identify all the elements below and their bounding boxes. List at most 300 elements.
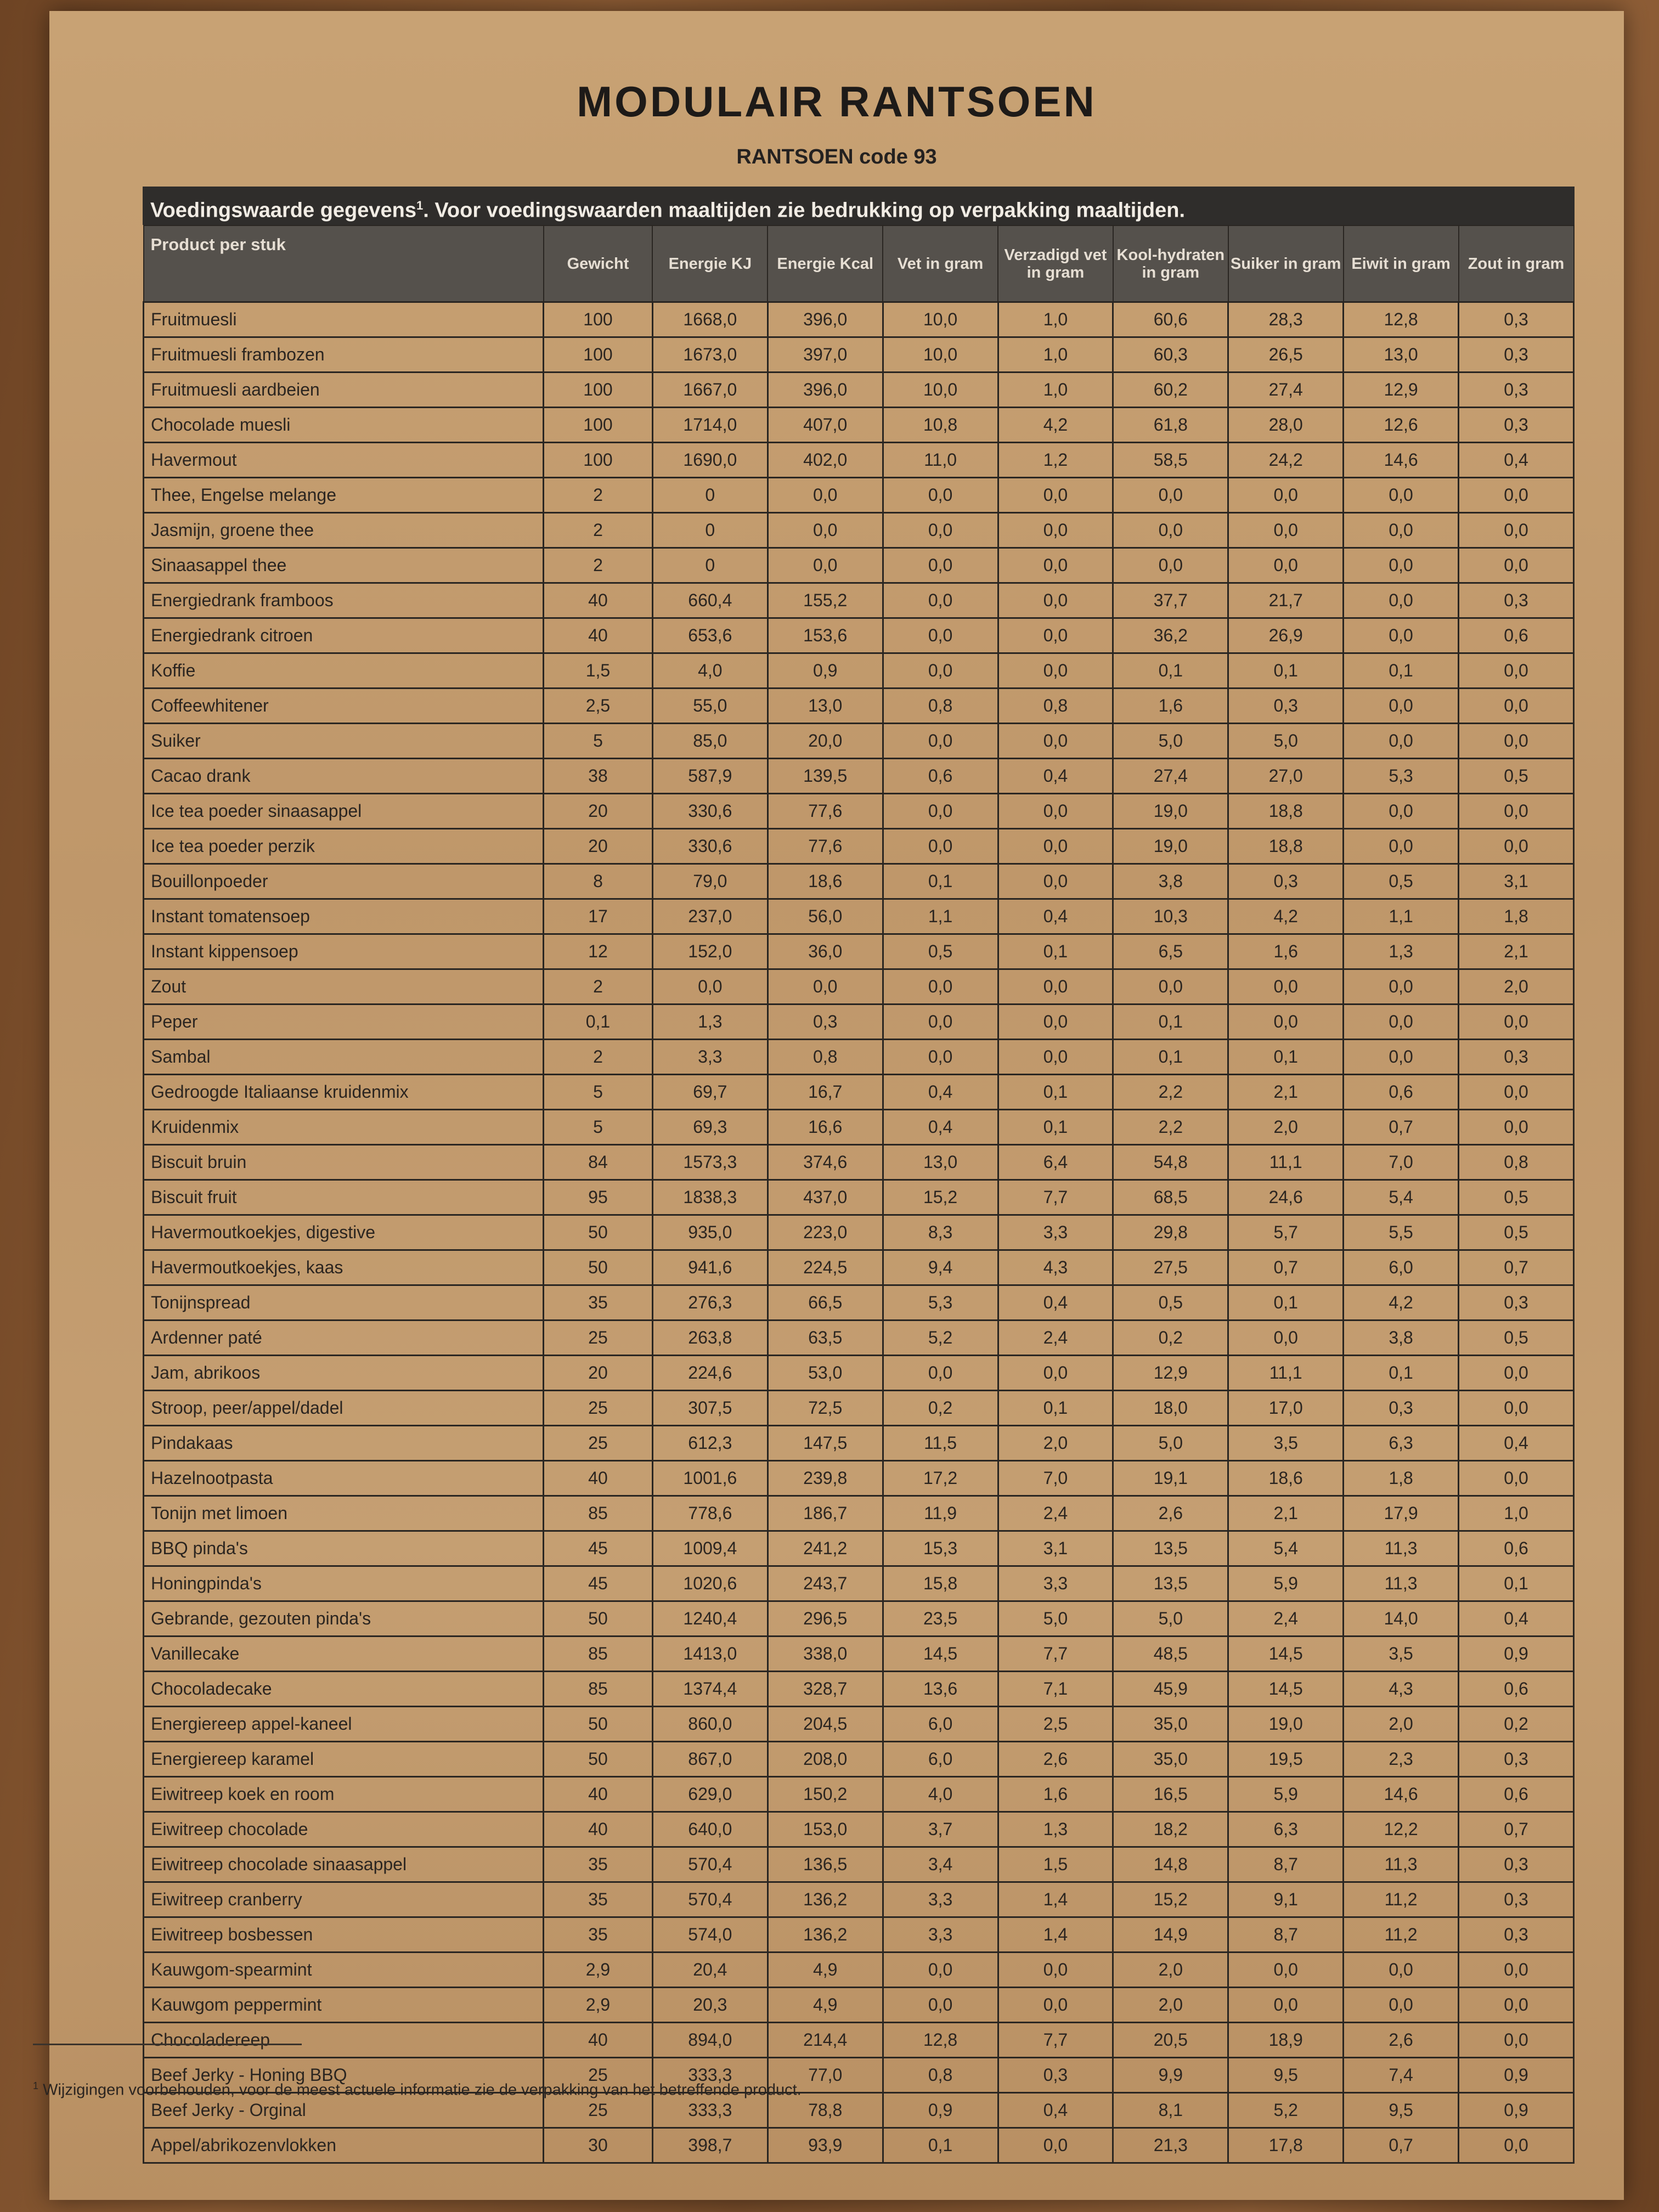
cell-salt: 0,6 [1459, 618, 1574, 653]
cell-fat: 10,8 [883, 408, 998, 443]
cell-saturated-fat: 0,0 [998, 1005, 1113, 1040]
cell-energy-kcal: 155,2 [768, 583, 883, 618]
cell-weight: 85 [544, 1672, 653, 1707]
cell-energy-kj: 1374,4 [652, 1672, 768, 1707]
cell-carbohydrates: 13,5 [1113, 1531, 1228, 1566]
cell-fat: 15,8 [883, 1566, 998, 1601]
cell-saturated-fat: 0,1 [998, 1075, 1113, 1110]
cell-sugar: 5,9 [1228, 1566, 1344, 1601]
cell-saturated-fat: 4,3 [998, 1250, 1113, 1285]
cell-salt: 0,3 [1459, 408, 1574, 443]
cell-sugar: 0,0 [1228, 513, 1344, 548]
cell-energy-kcal: 56,0 [768, 899, 883, 934]
cell-product-name: Kruidenmix [144, 1110, 544, 1145]
cell-sugar: 28,3 [1228, 302, 1344, 337]
cell-protein: 12,8 [1344, 302, 1459, 337]
cell-product-name: Vanillecake [144, 1637, 544, 1672]
cell-energy-kcal: 186,7 [768, 1496, 883, 1531]
cell-carbohydrates: 16,5 [1113, 1777, 1228, 1812]
cell-energy-kj: 307,5 [652, 1391, 768, 1426]
cell-fat: 17,2 [883, 1461, 998, 1496]
cell-weight: 2 [544, 1040, 653, 1075]
cell-product-name: Fruitmuesli [144, 302, 544, 337]
cell-sugar: 2,1 [1228, 1075, 1344, 1110]
cell-carbohydrates: 0,1 [1113, 653, 1228, 689]
table-row [144, 1917, 1574, 1953]
col-header-weight: Gewicht [544, 225, 653, 302]
cell-salt: 0,3 [1459, 337, 1574, 373]
cell-carbohydrates: 9,9 [1113, 2058, 1228, 2093]
cell-energy-kcal: 20,0 [768, 724, 883, 759]
cell-carbohydrates: 5,0 [1113, 724, 1228, 759]
cell-weight: 1,5 [544, 653, 653, 689]
cell-saturated-fat: 2,0 [998, 1426, 1113, 1461]
cell-salt: 0,5 [1459, 1215, 1574, 1250]
cell-sugar: 1,6 [1228, 934, 1344, 969]
cell-carbohydrates: 15,2 [1113, 1882, 1228, 1917]
cell-fat: 0,0 [883, 794, 998, 829]
cell-sugar: 28,0 [1228, 408, 1344, 443]
cell-salt: 0,6 [1459, 1672, 1574, 1707]
cell-energy-kj: 4,0 [652, 653, 768, 689]
cell-salt: 0,0 [1459, 1356, 1574, 1391]
cell-energy-kj: 79,0 [652, 864, 768, 899]
cell-saturated-fat: 0,0 [998, 829, 1113, 864]
cell-protein: 0,0 [1344, 1040, 1459, 1075]
cell-protein: 11,2 [1344, 1882, 1459, 1917]
cell-saturated-fat: 7,7 [998, 2023, 1113, 2058]
cell-salt: 3,1 [1459, 864, 1574, 899]
cell-carbohydrates: 0,2 [1113, 1321, 1228, 1356]
cell-salt: 0,5 [1459, 1180, 1574, 1215]
cell-product-name: Fruitmuesli aardbeien [144, 373, 544, 408]
cell-product-name: Cacao drank [144, 759, 544, 794]
cell-product-name: Gebrande, gezouten pinda's [144, 1601, 544, 1637]
col-header-saturated-fat: Verzadigd vet in gram [998, 225, 1113, 302]
cell-sugar: 0,1 [1228, 1040, 1344, 1075]
cell-weight: 25 [544, 2093, 653, 2128]
cell-weight: 40 [544, 1777, 653, 1812]
cell-weight: 5 [544, 724, 653, 759]
cell-salt: 0,5 [1459, 1321, 1574, 1356]
cell-carbohydrates: 2,6 [1113, 1496, 1228, 1531]
cell-weight: 2,5 [544, 689, 653, 724]
cell-weight: 5 [544, 1075, 653, 1110]
cell-salt: 0,5 [1459, 759, 1574, 794]
cell-carbohydrates: 2,2 [1113, 1110, 1228, 1145]
cell-energy-kcal: 396,0 [768, 302, 883, 337]
cell-product-name: Tonijn met limoen [144, 1496, 544, 1531]
cell-energy-kj: 1667,0 [652, 373, 768, 408]
cell-weight: 25 [544, 1426, 653, 1461]
cell-salt: 0,9 [1459, 2093, 1574, 2128]
table-row [144, 864, 1574, 899]
cell-saturated-fat: 1,0 [998, 337, 1113, 373]
cell-weight: 35 [544, 1285, 653, 1321]
cell-energy-kj: 1240,4 [652, 1601, 768, 1637]
table-row [144, 1110, 1574, 1145]
col-header-sugar: Suiker in gram [1228, 225, 1344, 302]
cell-weight: 2,9 [544, 1988, 653, 2023]
cell-carbohydrates: 0,1 [1113, 1005, 1228, 1040]
cell-energy-kcal: 150,2 [768, 1777, 883, 1812]
cell-fat: 0,8 [883, 689, 998, 724]
cell-salt: 0,0 [1459, 2128, 1574, 2163]
cell-weight: 100 [544, 373, 653, 408]
cell-protein: 13,0 [1344, 337, 1459, 373]
cell-protein: 0,1 [1344, 653, 1459, 689]
table-row [144, 759, 1574, 794]
cell-carbohydrates: 0,0 [1113, 548, 1228, 583]
cell-energy-kcal: 16,7 [768, 1075, 883, 1110]
cell-sugar: 24,2 [1228, 443, 1344, 478]
cell-salt: 0,0 [1459, 1988, 1574, 2023]
cell-sugar: 14,5 [1228, 1672, 1344, 1707]
cell-protein: 4,3 [1344, 1672, 1459, 1707]
cell-saturated-fat: 4,2 [998, 408, 1113, 443]
table-row [144, 583, 1574, 618]
table-row [144, 1391, 1574, 1426]
cell-protein: 0,0 [1344, 1005, 1459, 1040]
cell-salt: 0,3 [1459, 1742, 1574, 1777]
cell-energy-kcal: 72,5 [768, 1391, 883, 1426]
cell-salt: 0,0 [1459, 1110, 1574, 1145]
cell-product-name: Beef Jerky - Honing BBQ [144, 2058, 544, 2093]
cell-product-name: Koffie [144, 653, 544, 689]
cell-saturated-fat: 0,0 [998, 618, 1113, 653]
cell-weight: 85 [544, 1637, 653, 1672]
cell-energy-kcal: 66,5 [768, 1285, 883, 1321]
cell-salt: 0,7 [1459, 1812, 1574, 1847]
cell-carbohydrates: 60,6 [1113, 302, 1228, 337]
cell-energy-kj: 653,6 [652, 618, 768, 653]
cell-weight: 95 [544, 1180, 653, 1215]
cell-protein: 12,2 [1344, 1812, 1459, 1847]
cell-energy-kj: 20,3 [652, 1988, 768, 2023]
cell-energy-kj: 224,6 [652, 1356, 768, 1391]
cell-product-name: Havermoutkoekjes, kaas [144, 1250, 544, 1285]
cell-sugar: 0,0 [1228, 478, 1344, 513]
cell-energy-kcal: 223,0 [768, 1215, 883, 1250]
cell-saturated-fat: 1,0 [998, 373, 1113, 408]
cell-carbohydrates: 0,1 [1113, 1040, 1228, 1075]
banner-note: . Voor voedingswaarden maaltijden zie bedrukking op verpakking maaltijden. [423, 199, 1186, 222]
cell-weight: 0,1 [544, 1005, 653, 1040]
cell-fat: 1,1 [883, 899, 998, 934]
table-row [144, 1953, 1574, 1988]
cell-salt: 0,0 [1459, 829, 1574, 864]
cell-sugar: 0,0 [1228, 969, 1344, 1005]
cell-energy-kj: 0 [652, 478, 768, 513]
table-row [144, 443, 1574, 478]
cell-weight: 8 [544, 864, 653, 899]
cell-product-name: Biscuit fruit [144, 1180, 544, 1215]
cell-protein: 6,3 [1344, 1426, 1459, 1461]
cell-saturated-fat: 0,3 [998, 2058, 1113, 2093]
cell-fat: 14,5 [883, 1637, 998, 1672]
cell-protein: 11,3 [1344, 1531, 1459, 1566]
cell-salt: 0,0 [1459, 653, 1574, 689]
cell-fat: 0,9 [883, 2093, 998, 2128]
cell-protein: 3,8 [1344, 1321, 1459, 1356]
cell-fat: 13,6 [883, 1672, 998, 1707]
cell-product-name: Hazelnootpasta [144, 1461, 544, 1496]
cell-energy-kcal: 0,0 [768, 548, 883, 583]
cell-energy-kcal: 328,7 [768, 1672, 883, 1707]
cell-salt: 2,0 [1459, 969, 1574, 1005]
table-row [144, 1882, 1574, 1917]
cell-carbohydrates: 27,4 [1113, 759, 1228, 794]
cell-carbohydrates: 0,0 [1113, 513, 1228, 548]
table-row [144, 689, 1574, 724]
table-row [144, 1215, 1574, 1250]
cell-carbohydrates: 3,8 [1113, 864, 1228, 899]
cell-energy-kcal: 374,6 [768, 1145, 883, 1180]
cell-sugar: 27,4 [1228, 373, 1344, 408]
cell-protein: 0,0 [1344, 724, 1459, 759]
cell-weight: 100 [544, 443, 653, 478]
cell-protein: 2,0 [1344, 1707, 1459, 1742]
ration-code: RANTSOEN code 93 [736, 145, 937, 168]
cell-fat: 10,0 [883, 337, 998, 373]
cell-sugar: 17,8 [1228, 2128, 1344, 2163]
cell-fat: 0,0 [883, 1988, 998, 2023]
cell-salt: 1,8 [1459, 899, 1574, 934]
cell-energy-kcal: 136,2 [768, 1882, 883, 1917]
cell-protein: 12,9 [1344, 373, 1459, 408]
cell-saturated-fat: 0,0 [998, 864, 1113, 899]
cell-saturated-fat: 1,4 [998, 1882, 1113, 1917]
cell-weight: 5 [544, 1110, 653, 1145]
cell-product-name: Havermout [144, 443, 544, 478]
cell-saturated-fat: 3,1 [998, 1531, 1113, 1566]
cell-product-name: Eiwitreep cranberry [144, 1882, 544, 1917]
cell-salt: 0,6 [1459, 1531, 1574, 1566]
cell-weight: 45 [544, 1531, 653, 1566]
cell-product-name: Eiwitreep chocolade [144, 1812, 544, 1847]
table-row [144, 1988, 1574, 2023]
cell-energy-kj: 894,0 [652, 2023, 768, 2058]
cell-carbohydrates: 8,1 [1113, 2093, 1228, 2128]
cell-fat: 3,3 [883, 1882, 998, 1917]
cell-energy-kcal: 153,6 [768, 618, 883, 653]
cell-carbohydrates: 61,8 [1113, 408, 1228, 443]
cell-salt: 0,4 [1459, 443, 1574, 478]
cell-energy-kj: 941,6 [652, 1250, 768, 1285]
cell-fat: 8,3 [883, 1215, 998, 1250]
cell-fat: 0,0 [883, 618, 998, 653]
cell-protein: 0,5 [1344, 864, 1459, 899]
cell-energy-kj: 333,3 [652, 2058, 768, 2093]
cell-saturated-fat: 0,0 [998, 1040, 1113, 1075]
cell-salt: 0,2 [1459, 1707, 1574, 1742]
cell-product-name: Pindakaas [144, 1426, 544, 1461]
cell-protein: 5,4 [1344, 1180, 1459, 1215]
cell-weight: 30 [544, 2128, 653, 2163]
cell-energy-kj: 1673,0 [652, 337, 768, 373]
cell-energy-kj: 330,6 [652, 794, 768, 829]
cell-salt: 0,0 [1459, 513, 1574, 548]
cell-carbohydrates: 0,0 [1113, 969, 1228, 1005]
cell-sugar: 2,1 [1228, 1496, 1344, 1531]
cell-salt: 0,7 [1459, 1250, 1574, 1285]
cell-sugar: 26,5 [1228, 337, 1344, 373]
cell-energy-kcal: 139,5 [768, 759, 883, 794]
cell-salt: 0,0 [1459, 478, 1574, 513]
cell-weight: 100 [544, 302, 653, 337]
table-row [144, 1637, 1574, 1672]
cell-fat: 15,2 [883, 1180, 998, 1215]
cell-energy-kj: 860,0 [652, 1707, 768, 1742]
table-row [144, 1601, 1574, 1637]
cell-fat: 0,1 [883, 2128, 998, 2163]
cell-fat: 0,0 [883, 653, 998, 689]
cell-product-name: Gedroogde Italiaanse kruidenmix [144, 1075, 544, 1110]
cell-product-name: Jam, abrikoos [144, 1356, 544, 1391]
cell-sugar: 0,0 [1228, 1005, 1344, 1040]
cell-salt: 0,0 [1459, 1391, 1574, 1426]
cell-fat: 3,7 [883, 1812, 998, 1847]
cell-carbohydrates: 0,5 [1113, 1285, 1228, 1321]
cell-fat: 10,0 [883, 302, 998, 337]
cell-energy-kj: 398,7 [652, 2128, 768, 2163]
cell-weight: 17 [544, 899, 653, 934]
cell-saturated-fat: 1,3 [998, 1812, 1113, 1847]
table-row [144, 1005, 1574, 1040]
cell-product-name: Peper [144, 1005, 544, 1040]
table-row [144, 899, 1574, 934]
cell-saturated-fat: 0,0 [998, 2128, 1113, 2163]
cell-protein: 0,0 [1344, 794, 1459, 829]
cell-energy-kj: 152,0 [652, 934, 768, 969]
footnote-divider [33, 2044, 302, 2045]
cell-energy-kj: 1009,4 [652, 1531, 768, 1566]
cell-fat: 0,0 [883, 1356, 998, 1391]
nutrition-table [143, 225, 1575, 2164]
cell-product-name: Stroop, peer/appel/dadel [144, 1391, 544, 1426]
cell-energy-kcal: 0,0 [768, 969, 883, 1005]
table-row [144, 373, 1574, 408]
cell-carbohydrates: 2,0 [1113, 1988, 1228, 2023]
cell-product-name: Ice tea poeder perzik [144, 829, 544, 864]
cell-protein: 17,9 [1344, 1496, 1459, 1531]
cell-protein: 9,5 [1344, 2093, 1459, 2128]
cell-saturated-fat: 0,0 [998, 1953, 1113, 1988]
cell-energy-kcal: 0,3 [768, 1005, 883, 1040]
cell-energy-kj: 660,4 [652, 583, 768, 618]
cell-fat: 9,4 [883, 1250, 998, 1285]
cell-energy-kj: 333,3 [652, 2093, 768, 2128]
cell-salt: 0,3 [1459, 1285, 1574, 1321]
cell-saturated-fat: 0,0 [998, 653, 1113, 689]
cell-energy-kcal: 93,9 [768, 2128, 883, 2163]
cell-protein: 11,2 [1344, 1917, 1459, 1953]
col-header-product: Product per stuk [144, 225, 544, 302]
table-row [144, 1321, 1574, 1356]
cell-sugar: 2,4 [1228, 1601, 1344, 1637]
cell-carbohydrates: 5,0 [1113, 1426, 1228, 1461]
cell-salt: 0,1 [1459, 1566, 1574, 1601]
cell-saturated-fat: 0,0 [998, 724, 1113, 759]
cell-weight: 35 [544, 1917, 653, 1953]
cell-sugar: 18,9 [1228, 2023, 1344, 2058]
cell-carbohydrates: 19,0 [1113, 794, 1228, 829]
cell-protein: 11,3 [1344, 1566, 1459, 1601]
cell-salt: 0,3 [1459, 1040, 1574, 1075]
table-row [144, 1531, 1574, 1566]
cell-saturated-fat: 0,1 [998, 934, 1113, 969]
cell-weight: 40 [544, 2023, 653, 2058]
cell-saturated-fat: 0,4 [998, 759, 1113, 794]
cell-salt: 0,9 [1459, 2058, 1574, 2093]
cell-sugar: 4,2 [1228, 899, 1344, 934]
cell-saturated-fat: 2,4 [998, 1496, 1113, 1531]
cell-carbohydrates: 2,0 [1113, 1953, 1228, 1988]
cell-fat: 0,0 [883, 478, 998, 513]
cell-protein: 1,8 [1344, 1461, 1459, 1496]
cell-weight: 50 [544, 1250, 653, 1285]
cell-energy-kj: 570,4 [652, 1847, 768, 1882]
cell-protein: 0,1 [1344, 1356, 1459, 1391]
cell-sugar: 5,4 [1228, 1531, 1344, 1566]
cell-carbohydrates: 0,0 [1113, 478, 1228, 513]
cell-sugar: 18,8 [1228, 794, 1344, 829]
cell-energy-kj: 0 [652, 548, 768, 583]
table-row [144, 1566, 1574, 1601]
cell-product-name: Chocoladecake [144, 1672, 544, 1707]
cell-product-name: Chocolade muesli [144, 408, 544, 443]
cell-carbohydrates: 10,3 [1113, 899, 1228, 934]
cell-carbohydrates: 18,0 [1113, 1391, 1228, 1426]
cell-protein: 0,0 [1344, 969, 1459, 1005]
table-row [144, 1461, 1574, 1496]
table-row [144, 1145, 1574, 1180]
cell-energy-kj: 867,0 [652, 1742, 768, 1777]
cell-sugar: 11,1 [1228, 1145, 1344, 1180]
cell-fat: 0,6 [883, 759, 998, 794]
cell-salt: 0,4 [1459, 1601, 1574, 1637]
table-row [144, 1075, 1574, 1110]
cell-protein: 2,3 [1344, 1742, 1459, 1777]
cell-energy-kcal: 0,0 [768, 478, 883, 513]
table-row [144, 408, 1574, 443]
cell-fat: 0,5 [883, 934, 998, 969]
cell-product-name: Instant tomatensoep [144, 899, 544, 934]
cell-salt: 0,8 [1459, 1145, 1574, 1180]
cell-fat: 0,0 [883, 583, 998, 618]
cell-salt: 0,6 [1459, 1777, 1574, 1812]
cell-energy-kcal: 402,0 [768, 443, 883, 478]
cell-protein: 1,1 [1344, 899, 1459, 934]
table-banner [143, 187, 1575, 225]
cell-sugar: 27,0 [1228, 759, 1344, 794]
cell-sugar: 0,0 [1228, 1321, 1344, 1356]
cell-product-name: Fruitmuesli frambozen [144, 337, 544, 373]
cell-energy-kcal: 36,0 [768, 934, 883, 969]
cell-salt: 1,0 [1459, 1496, 1574, 1531]
table-row [144, 1672, 1574, 1707]
cell-protein: 14,0 [1344, 1601, 1459, 1637]
cell-carbohydrates: 19,0 [1113, 829, 1228, 864]
table-row [144, 724, 1574, 759]
cell-sugar: 14,5 [1228, 1637, 1344, 1672]
cell-product-name: Energiedrank framboos [144, 583, 544, 618]
cell-saturated-fat: 0,0 [998, 794, 1113, 829]
nutrition-table-section [143, 187, 1575, 2164]
cell-fat: 0,0 [883, 548, 998, 583]
cell-energy-kcal: 13,0 [768, 689, 883, 724]
cell-sugar: 19,5 [1228, 1742, 1344, 1777]
